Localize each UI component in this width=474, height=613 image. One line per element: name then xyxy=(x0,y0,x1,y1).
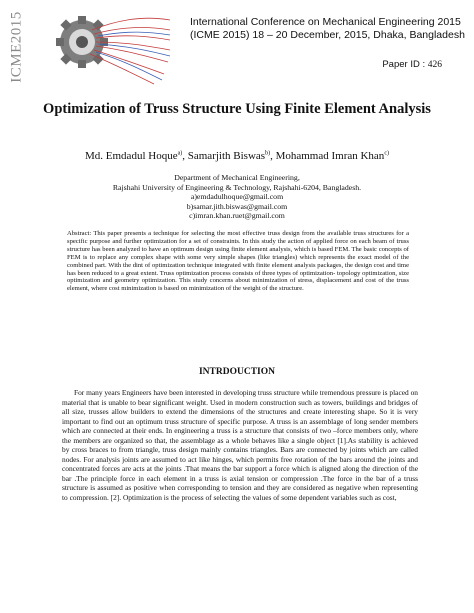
author-name: Mohammad Imran Khan xyxy=(275,150,385,162)
conference-logo-vertical-text: ICME2015 xyxy=(8,11,25,83)
author-name: Md. Emdadul Hoque xyxy=(85,150,178,162)
conference-logo-graphic xyxy=(32,8,172,86)
paper-id-label: Paper ID : xyxy=(382,59,428,70)
conference-dates: (ICME 2015) 18 – 20 December, 2015, Dhaka, Bangladesh xyxy=(190,29,465,41)
conference-header xyxy=(190,16,468,42)
introduction-paragraph: For many years Engineers have been interested in developing truss structure while tremendous pressure is placed on material that is unable to bear significant weight. Used in modern construction such as towers, buildings and bridges of all size, trusses allow builders to extend the dimensions of the structures and create interesting shape. So it is very important to find out an optimum truss structure of specific purpose. A truss is an assemblage of long sender members which are connected at their ends. In engineering a truss is a structure that consists of two –force members only, where the members are organized so that, the assemblage as a whole behaves like a single object [1].As stability is achieved by cross braces to from triangle, truss design mainly contains triangles. Bars are connected by joints which are called nodes. For analysis joints are assumed to act like hinges, which permits free rotation of the bars around the joints and concentrated forces are acts at the joints .That means the bar support a force which is aligned along the direction of the bar .The principle force in each element in a truss is axial tension or compression .The force in the bar of a truss structure is assumed as positive when corresponding to tension and they are considered as negative when representing to compression. [2]. Optimization is the process of selecting the values of some dependent variables such as cost, xyxy=(62,388,418,502)
author-name: Samarjith Biswas xyxy=(187,150,266,162)
affiliation xyxy=(30,173,444,221)
author-affiliation-mark: b) xyxy=(265,150,271,157)
email-c: c)imran.khan.ruet@gmail.com xyxy=(189,211,285,221)
paper-title: Optimization of Truss Structure Using Finite Element Analysis xyxy=(43,101,431,117)
section-heading: INTRDOUCTION xyxy=(198,367,275,377)
department: Department of Mechanical Engineering, xyxy=(174,173,300,182)
author-affiliation-mark: a) xyxy=(177,150,183,157)
paper-id xyxy=(382,59,442,70)
university: Rajshahi University of Engineering & Technology, Rajshahi-6204, Bangladesh. xyxy=(112,182,362,192)
author-affiliation-mark: c) xyxy=(384,150,389,157)
email-b: b)samar.jith.biswas@gmail.com xyxy=(186,201,288,211)
abstract: Abstract: This paper presents a technique for selecting the most effective truss design from the available truss structures for a specific purpose and further optimization for a set of constraints. In this study the action of applied force on each beam of truss structure has been analyzed to have an optimum design using finite element analysis, which is based FEM. The basic concepts of FEM is to replace any complex shape with some very simple shapes (like triangles) which represents the exact model of the combined part. With the dint of optimization technique integrated with finite element analysis packages, the design cost and time has been reduced to a great extent. Truss optimization process consists of three types of optimization- topology optimization, size optimization and geometry optimization. This study concerns about minimization of stress, displacement and cost of the truss element, where cost minimization is based on minimization of the weight of the structure. xyxy=(67,230,409,293)
author-list: Md. Emdadul Hoque$^{a)}$, Samarjith Biswas$^{b)}$, Mohammad Imran Khan$^{c)}$ xyxy=(85,150,389,162)
email-a: a)emdadulhoque@gmail.com xyxy=(190,192,284,202)
paper-id-value: 426 xyxy=(427,60,442,70)
conference-name: International Conference on Mechanical Engineering 2015 xyxy=(190,16,461,28)
